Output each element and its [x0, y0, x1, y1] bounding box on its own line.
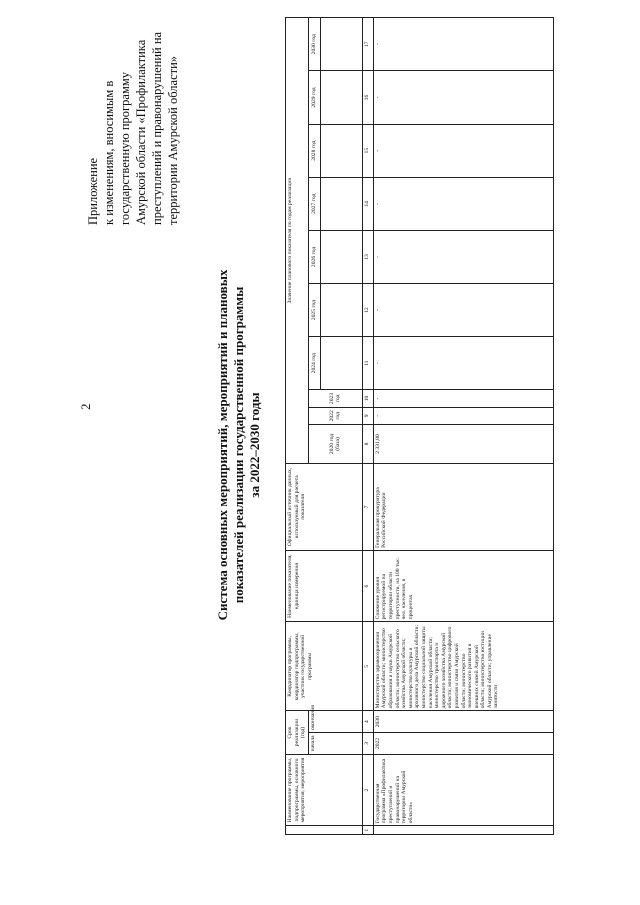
- header-values-group: Значение планового показателя по годам реализации: [286, 18, 309, 464]
- row-value: -: [373, 124, 553, 177]
- header-year: 2029 год: [308, 71, 320, 124]
- column-number: 2: [362, 754, 373, 826]
- title-line: за 2022–2030 годы: [247, 392, 262, 498]
- document-title: [215, 165, 263, 725]
- row-source: Генеральная прокуратура Российской Федерации: [373, 464, 553, 551]
- header-spacer: [320, 18, 362, 71]
- header-indicator: Наименование показателя, единица измерения: [286, 550, 363, 622]
- header-year: 2030 год: [308, 18, 320, 71]
- row-value: -: [373, 390, 553, 407]
- row-value: -: [373, 177, 553, 230]
- row-value: -: [373, 71, 553, 124]
- header-year: 2022 год: [308, 407, 362, 424]
- column-number: 6: [362, 550, 373, 622]
- header-spacer: [320, 337, 362, 390]
- header-spacer: [320, 230, 362, 283]
- header-start: начала: [308, 733, 362, 755]
- row-value: -: [373, 407, 553, 424]
- column-number: 15: [362, 124, 373, 177]
- row-start-year: 2022: [373, 733, 553, 755]
- annex-block: [85, 15, 181, 225]
- header-year: 2023 год: [308, 390, 362, 407]
- header-year: 2026 год: [308, 230, 320, 283]
- column-number: 12: [362, 284, 373, 337]
- row-indicator: Снижение уровня регистрируемой на территории области преступности, на 100 тыс. чел. населения, в процентах: [373, 550, 553, 622]
- column-number: 10: [362, 390, 373, 407]
- row-coordinator: Министерство здравоохранения Амурской области; министерство образования и науки Амурской области; министерство сельского хозяйства Амурской области; министерство культуры и архивного дела Амурской области; министерство социальной защиты населения Амурской области; министерство транспорта и дорожного хозяйства Амурской области; министерство цифрового развития и связи Амурской области; министерство экономического развития и внешних связей Амурской области; министерство юстиции Амурской области; управление занятости: [373, 622, 553, 711]
- header-number: [286, 826, 363, 835]
- header-source: Официальный источник данных, используемый для расчета показателя: [286, 464, 363, 551]
- header-year: 2024 год: [308, 337, 320, 390]
- table-row: [373, 18, 553, 835]
- row-program-name: Государственная программа «Профилактика преступлений и правонарушений на территории Амурской области»: [373, 754, 553, 826]
- row-value: -: [373, 230, 553, 283]
- header-spacer: [320, 284, 362, 337]
- annex-line: преступлений и правонарушений на: [150, 31, 164, 225]
- title-line: показателей реализации государственной программы: [231, 286, 246, 604]
- column-number: 9: [362, 407, 373, 424]
- page-number: 2: [78, 403, 93, 410]
- row-value: -: [373, 284, 553, 337]
- row-value: -: [373, 18, 553, 71]
- annex-line: Амурской области «Профилактика: [134, 39, 148, 225]
- header-year: 2027 год: [308, 177, 320, 230]
- header-spacer: [320, 124, 362, 177]
- header-spacer: [320, 177, 362, 230]
- header-spacer: [320, 71, 362, 124]
- column-number: 17: [362, 18, 373, 71]
- header-year: 2020 год (база): [308, 424, 362, 463]
- annex-line: Приложение: [86, 157, 100, 225]
- row-end-year: 2030: [373, 711, 553, 733]
- row-number: [373, 826, 553, 835]
- column-number: 8: [362, 424, 373, 463]
- header-period: Срок реализации (год): [286, 711, 309, 754]
- column-number: 11: [362, 337, 373, 390]
- header-end: окончания: [308, 711, 362, 733]
- annex-line: государственную программу: [118, 71, 132, 225]
- title-line: Система основных мероприятий, мероприятий и плановых: [215, 269, 230, 621]
- header-year: 2025 год: [308, 284, 320, 337]
- row-value: -: [373, 337, 553, 390]
- column-number: 7: [362, 464, 373, 551]
- column-number: 1: [362, 826, 373, 835]
- header-name: Наименование программы, подпрограммы, основного мероприятия, мероприятия: [286, 754, 363, 826]
- column-number: 3: [362, 733, 373, 755]
- header-year: 2028 год: [308, 124, 320, 177]
- column-number: 5: [362, 622, 373, 711]
- program-table: [285, 17, 554, 835]
- annex-line: территории Амурской области»: [166, 55, 180, 225]
- row-value: 2 331,80: [373, 424, 553, 463]
- column-number: 4: [362, 711, 373, 733]
- column-number: 14: [362, 177, 373, 230]
- header-coordinator: Координатор программы, координатор подпрограммы, участник государственной программы: [286, 622, 363, 711]
- column-number: 16: [362, 71, 373, 124]
- annex-line: к изменениям, вносимым в: [102, 80, 116, 225]
- column-number: 13: [362, 230, 373, 283]
